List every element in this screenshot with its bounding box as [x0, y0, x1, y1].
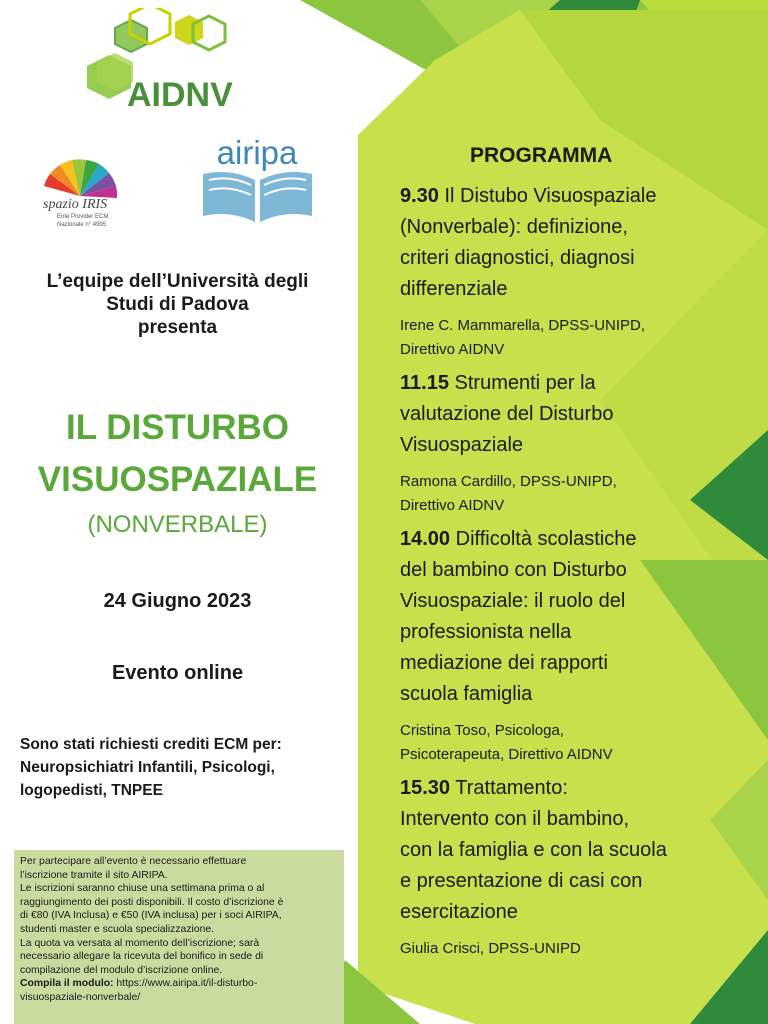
title-text: differenziale	[400, 278, 508, 300]
info-line: Per partecipare all’evento è necessario effettuare	[20, 856, 247, 867]
title-text: (Nonverbale): definizione,	[400, 216, 628, 238]
title-text: con la famiglia e con la scuola	[400, 839, 667, 861]
program-item	[400, 524, 745, 767]
credits-line: Sono stati richiesti crediti ECM per:	[20, 736, 282, 753]
form-line	[20, 977, 338, 991]
speaker-text: Psicoterapeuta, Direttivo AIDNV	[400, 746, 613, 763]
title-text: Strumenti per la	[448, 372, 596, 394]
speaker-text: Direttivo AIDNV	[400, 341, 505, 358]
info-line: La quota va versata al momento dell’iscrizione; sarà	[20, 937, 260, 949]
speaker-text: Cristina Toso, Psicologa,	[400, 722, 564, 739]
title-text: Visuospaziale	[400, 434, 524, 456]
form-link[interactable]: https://www.airipa.it/il-disturbo-	[113, 978, 258, 990]
program-item-title	[400, 368, 745, 461]
title-text: e presentazione di casi con	[400, 870, 643, 892]
info-line: l’iscrizione tramite il sito AIRIPA.	[20, 869, 168, 881]
title-text: Difficoltà scolastiche	[450, 528, 637, 550]
title-text: professionista nella	[400, 621, 572, 643]
event-title	[0, 402, 355, 506]
ecm-credits	[20, 733, 340, 802]
title-text: criteri diagnostici, diagnosi	[400, 247, 635, 269]
event-date: 24 Giugno 2023	[103, 590, 252, 612]
title-line: VISUOSPAZIALE	[37, 460, 318, 499]
program-item-time: 9.30	[400, 185, 439, 207]
title-text: del bambino con Disturbo	[400, 559, 627, 581]
airipa-logo	[195, 130, 320, 230]
program-item-speaker	[400, 937, 745, 961]
program-list	[400, 181, 745, 967]
program-item	[400, 181, 745, 362]
program-item-speaker	[400, 470, 745, 518]
info-line: studenti master e scuola specializzazione.	[20, 923, 215, 935]
program-item-time: 11.15	[400, 372, 449, 394]
info-line: raggiungimento dei posti disponibili. Il costo d’iscrizione è	[20, 896, 284, 908]
info-line: compilazione del modulo d’iscrizione online.	[20, 964, 223, 976]
credits-line: Neuropsichiatri Infantili, Psicologi,	[20, 759, 275, 776]
intro-line: L’equipe dell’Università degli	[46, 271, 309, 292]
info-line: necessario allegare la ricevuta del bonifico in sede di	[20, 951, 264, 963]
spazio-iris-logo	[35, 138, 140, 228]
program-item-title	[400, 524, 745, 710]
info-line: Le iscrizioni saranno chiuse una settimana prima o al	[20, 883, 265, 895]
title-text: Intervento con il bambino,	[400, 808, 630, 830]
program-item	[400, 368, 745, 518]
intro-line: presenta	[137, 317, 218, 338]
program-item	[400, 773, 745, 961]
aidnv-logo	[75, 8, 255, 118]
title-text: Visuospaziale: il ruolo del	[400, 590, 626, 612]
intro-text	[0, 270, 355, 339]
program-heading: PROGRAMMA	[470, 144, 613, 167]
intro-line: Studi di Padova	[106, 294, 249, 315]
speaker-text: Irene C. Mammarella, DPSS-UNIPD,	[400, 317, 646, 334]
event-subtitle: (NONVERBALE)	[87, 511, 268, 538]
form-label: Compila il modulo:	[20, 978, 114, 990]
program-item-speaker	[400, 314, 745, 362]
title-text: esercitazione	[400, 901, 518, 923]
spazio-iris-logo-provider: Ente Provider ECM	[57, 214, 109, 220]
book-icon	[203, 172, 312, 222]
title-text: mediazione dei rapporti	[400, 652, 608, 674]
program-item-title	[400, 181, 745, 305]
program-item-time: 14.00	[400, 528, 451, 550]
info-line: di €80 (IVA Inclusa) e €50 (IVA inclusa) per i soci AIRIPA,	[20, 910, 282, 922]
program-item-time: 15.30	[400, 777, 451, 799]
title-text: scuola famiglia	[400, 683, 533, 705]
form-link-cont[interactable]: visuospaziale-nonverbale/	[20, 991, 141, 1003]
program-item-speaker	[400, 719, 745, 767]
title-text: valutazione del Disturbo	[400, 403, 614, 425]
speaker-text: Giulia Crisci, DPSS-UNIPD	[400, 940, 581, 957]
credits-line: logopedisti, TNPEE	[20, 782, 163, 799]
spazio-iris-logo-name: spazio IRIS	[43, 197, 108, 212]
speaker-text: Ramona Cardillo, DPSS-UNIPD,	[400, 473, 617, 490]
spazio-iris-logo-number: Nazionale n° 4995	[57, 222, 107, 228]
speaker-text: Direttivo AIDNV	[400, 497, 505, 514]
event-type: Evento online	[111, 662, 244, 684]
registration-info-box	[14, 850, 344, 1024]
title-text: Trattamento:	[450, 777, 568, 799]
title-line: IL DISTURBO	[66, 408, 289, 447]
title-text: Il Distubo Visuospaziale	[438, 185, 657, 207]
airipa-logo-text: airipa	[216, 134, 298, 171]
aidnv-logo-text: AIDNV	[127, 76, 233, 114]
program-item-title	[400, 773, 745, 928]
